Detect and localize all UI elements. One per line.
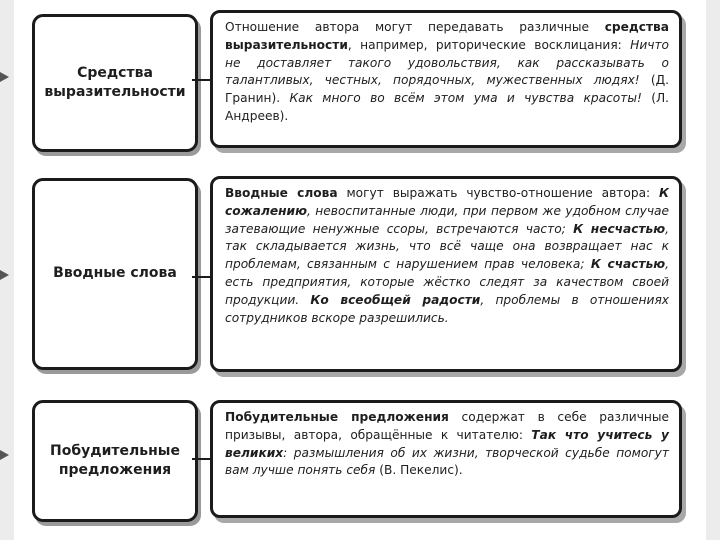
label-text: Вводные слова (53, 265, 177, 282)
text-segment: (Д. Гранин). (225, 73, 669, 106)
text-box-introductory-words (210, 176, 682, 372)
label-text: Средства выразительности (44, 64, 186, 100)
text-segment: , так складывается жизнь, что всё чаще она возвращает нас к проблемам, связанным с нарушением прав человека; (225, 221, 669, 272)
text-segment: , например, риторические восклицания: (347, 37, 631, 52)
text-segment: содержат в себе различные призывы, автора, обращённые к читателю: (225, 410, 669, 442)
text-box-imperative-sentences (210, 400, 682, 518)
text-segment: Ничто не доставляет такого удовольствия, как рассказывать о талантливых, честных, порядочных, мужественных людях! (225, 37, 669, 88)
text-segment: К сожалению (225, 186, 669, 218)
text-segment: , невоспитанные люди, при первом же удобном случае затевающие ненужные ссоры, встречаются часто; (225, 203, 669, 236)
text-segment: Отношение автора могут передавать различные (225, 20, 605, 34)
text-segment: Побудительные предложения (225, 410, 449, 424)
text-segment: , проблемы в отношениях сотрудников вскоре разрешились. (225, 292, 669, 325)
text-segment: : размышления об их жизни, творческой судьбе помогут вам лучше понять себя (225, 445, 669, 478)
label-box-expressive-means (32, 14, 198, 152)
text-segment: (В. Пекелис). (375, 463, 463, 478)
text-segment: , есть предприятия, которые жёстко следят за качеством своей продукции. (225, 257, 670, 307)
row-arrow-icon (0, 450, 9, 460)
connector-line (192, 276, 210, 278)
text-segment: Вводные слова (225, 186, 338, 200)
text-segment: Ко всеобщей радости (310, 292, 481, 307)
connector-line (192, 79, 210, 81)
label-box-imperative-sentences (32, 400, 198, 522)
label-text: Побудительные предложения (50, 442, 180, 478)
text-segment: средства выразительности (225, 20, 669, 52)
text-segment: (Л. Андреев). (225, 91, 669, 124)
row-arrow-icon (0, 270, 9, 280)
text-segment: К несчастью (573, 221, 666, 236)
connector-line (192, 458, 210, 460)
text-segment: К счастью (590, 257, 666, 272)
label-box-introductory-words (32, 178, 198, 370)
text-segment: Как много во всём этом ума и чувства красоты! (289, 91, 642, 106)
row-arrow-icon (0, 72, 9, 82)
text-box-expressive-means (210, 10, 682, 148)
text-segment: могут выражать чувство-отношение автора: (337, 186, 660, 200)
text-segment: Так что учитесь у великих (225, 427, 669, 460)
